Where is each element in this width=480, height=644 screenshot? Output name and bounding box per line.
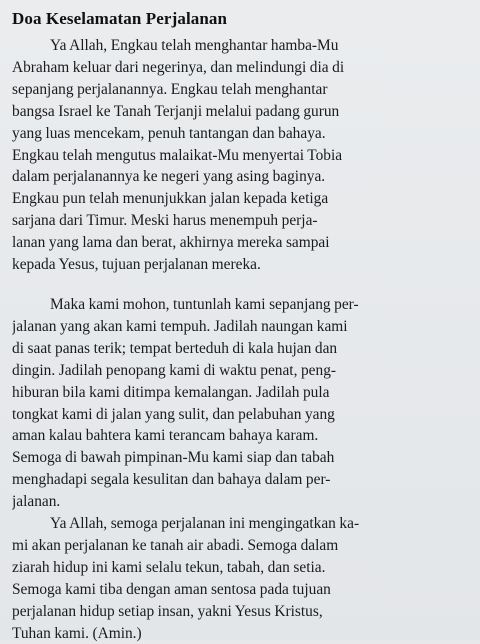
text-line: Ya Allah, semoga perjalanan ini mengingatkan ka- [50,515,360,533]
text-line: tongkat kami di jalan yang sulit, dan pelabuhan yang [12,405,335,423]
text-line: dingin. Jadilah penopang kami di waktu penat, peng- [12,361,337,379]
text-line: jalanan. [12,493,61,511]
text-line: kepada Yesus, tujuan perjalanan mereka. [12,256,261,274]
text-line: Semoga di bawah pimpinan-Mu kami siap dan tabah [12,449,335,467]
text-line: aman kalau bahtera kami terancam bahaya karam. [12,427,319,445]
text-line: Engkau pun telah menunjukkan jalan kepada ketiga [12,190,329,208]
text-line: bangsa Israel ke Tanah Terjanji melalui padang gurun [12,102,340,120]
text-line: Maka kami mohon, tuntunlah kami sepanjang per- [50,295,359,313]
text-line: lanan yang lama dan berat, akhirnya mereka sampai [12,234,330,252]
text-line: perjalanan hidup setiap insan, yakni Yesus Kristus, [12,602,323,620]
text-line: jalanan yang akan kami tempuh. Jadilah naungan kami [12,317,348,335]
text-line: Tuhan kami. (Amin.) [12,624,142,642]
text-line: sarjana dari Timur. Meski harus menempuh perja- [12,212,318,230]
text-line: di saat panas terik; tempat berteduh di kala hujan dan [12,339,338,357]
text-line: Semoga kami tiba dengan aman sentosa pada tujuan [12,580,331,598]
text-line: mi akan perjalanan ke tanah air abadi. Semoga dalam [12,536,339,554]
text-line: ziarah hidup ini kami selalu tekun, tabah, dan setia. [12,558,326,576]
paragraph-gap [12,276,470,294]
text-line: Engkau telah mengutus malaikat-Mu menyertai Tobia [12,146,343,164]
text-line: hiburan bila kami ditimpa kemalangan. Jadilah pula [12,383,330,401]
paragraph-2 [12,294,470,513]
text-line: sepanjang perjalanannya. Engkau telah menghantar [12,80,328,98]
paragraph-3 [12,513,470,644]
text-line: Abraham keluar dari negerinya, dan melindungi dia di [12,58,345,76]
prayer-title: Doa Keselamatan Perjalanan [12,9,228,28]
text-line: Ya Allah, Engkau telah menghantar hamba-Mu [50,37,339,54]
text-line: dalam perjalanannya ke negeri yang asing baginya. [12,168,326,186]
text-line: menghadapi segala kesulitan dan bahaya dalam per- [12,471,331,489]
paragraph-1 [12,35,470,276]
text-line: yang luas mencekam, penuh tantangan dan bahaya. [12,124,326,142]
